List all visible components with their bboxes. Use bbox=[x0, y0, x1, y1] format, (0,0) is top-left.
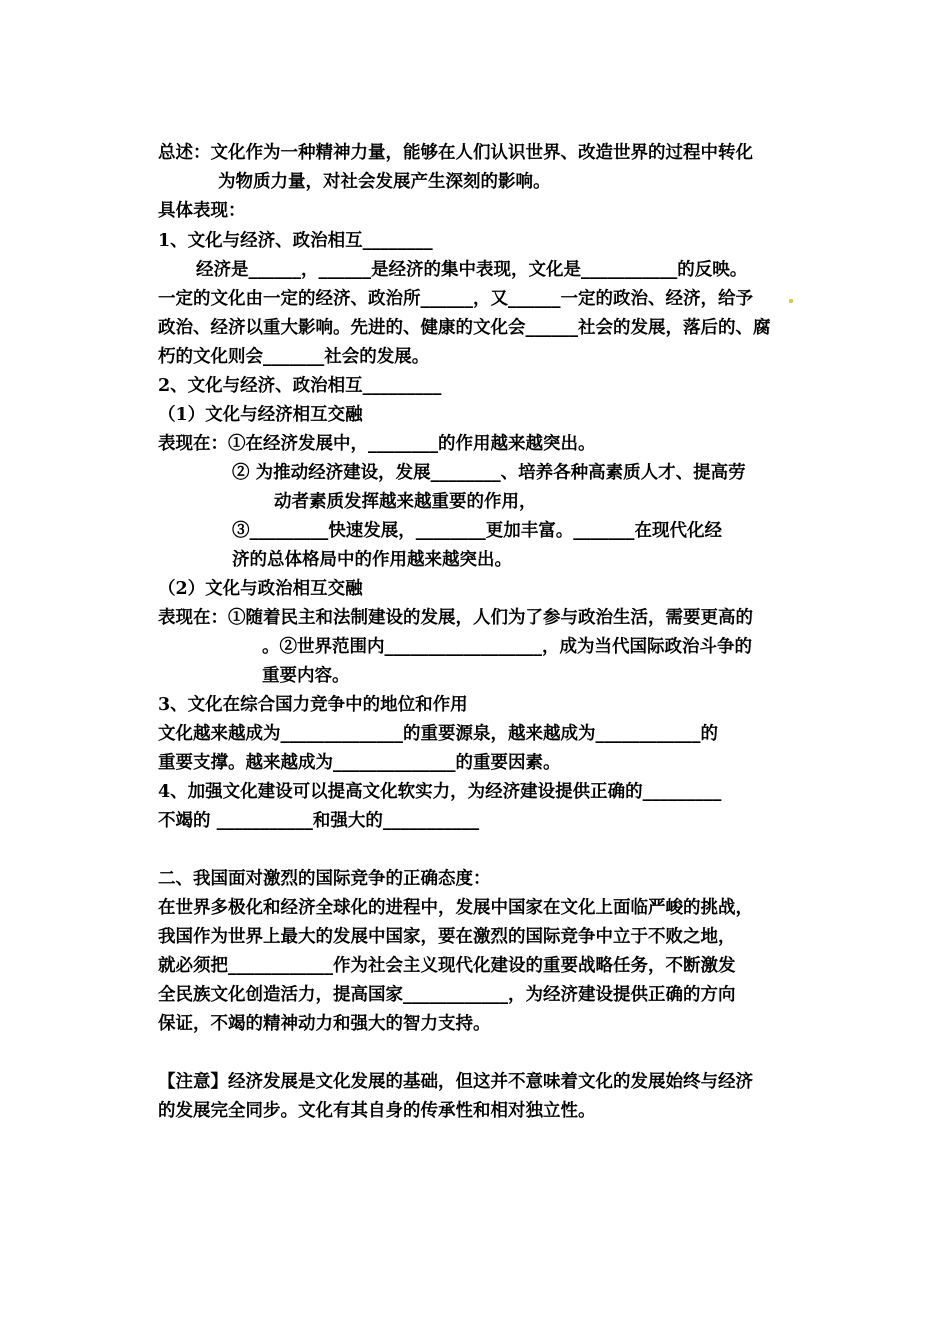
subpoint-1-line-3: 动者素质发挥越来越重要的作用， bbox=[274, 492, 537, 512]
subpoint-2-line-3: 重要内容。 bbox=[262, 666, 350, 686]
point-1-line-1: 经济是______，______是经济的集中表现，文化是___________的反映。 bbox=[196, 260, 748, 280]
section-2-line-2: 我国作为世界上最大的发展中国家，要在激烈的国际竞争中立于不败之地， bbox=[158, 927, 736, 947]
subpoint-1-line-5: 济的总体格局中的作用越来越突出。 bbox=[232, 550, 512, 570]
section-2-heading: 二、我国面对激烈的国际竞争的正确态度： bbox=[158, 869, 491, 889]
subpoint-1-line-4: ③_________快速发展，________更加丰富。_______在现代化经 bbox=[232, 521, 722, 541]
point-1-line-3: 政治、经济以重大影响。先进的、健康的文化会______社会的发展，落后的、腐 bbox=[158, 318, 771, 338]
point-3-line-2: 重要支撑。越来越成为______________的重要因素。 bbox=[158, 753, 561, 773]
subpoint-2-heading: （2）文化与政治相互交融 bbox=[158, 579, 363, 599]
point-2-heading: 2、文化与经济、政治相互_________ bbox=[158, 376, 442, 396]
note-line-2: 的发展完全同步。文化有其自身的传承性和相对独立性。 bbox=[158, 1101, 596, 1121]
section-2-line-3: 就必须把____________作为社会主义现代化建设的重要战略任务，不断激发 bbox=[158, 956, 736, 976]
point-3-line-1: 文化越来越成为______________的重要源泉，越来越成为____________的 bbox=[158, 724, 718, 744]
point-1-line-4: 朽的文化则会_______社会的发展。 bbox=[158, 347, 430, 367]
section-2-line-4: 全民族文化创造活力，提高国家____________，为经济建设提供正确的方向 bbox=[158, 985, 736, 1005]
section-2-line-1: 在世界多极化和经济全球化的进程中，发展中国家在文化上面临严峻的挑战， bbox=[158, 898, 753, 918]
summary-line-2: 为物质力量，对社会发展产生深刻的影响。 bbox=[218, 172, 551, 192]
point-1-line-2: 一定的文化由一定的经济、政治所______，又______一定的政治、经济，给予 bbox=[158, 289, 753, 309]
note-line-1: 【注意】经济发展是文化发展的基础，但这并不意味着文化的发展始终与经济 bbox=[158, 1072, 753, 1092]
point-4-line-2: 不竭的 ___________和强大的___________ bbox=[158, 811, 480, 831]
point-1-heading: 1、文化与经济、政治相互________ bbox=[158, 231, 433, 251]
subpoint-2-line-1: 表现在：①随着民主和法制建设的发展，人们为了参与政治生活，需要更高的 bbox=[158, 608, 753, 628]
specific-heading: 具体表现： bbox=[158, 201, 246, 221]
summary-line-1: 总述：文化作为一种精神力量，能够在人们认识世界、改造世界的过程中转化 bbox=[158, 143, 753, 163]
section-2-line-5: 保证，不竭的精神动力和强大的智力支持。 bbox=[158, 1014, 491, 1034]
subpoint-2-line-2: 。②世界范围内__________________，成为当代国际政治斗争的 bbox=[262, 637, 752, 657]
subpoint-1-line-2: ② 为推动经济建设，发展________、培养各种高素质人才、提高劳 bbox=[232, 463, 746, 483]
point-4-line-1: 4、加强文化建设可以提高文化软实力，为经济建设提供正确的_________ bbox=[158, 782, 722, 802]
subpoint-1-heading: （1）文化与经济相互交融 bbox=[158, 405, 363, 425]
stray-dot-mark bbox=[789, 299, 793, 303]
point-3-heading: 3、文化在综合国力竞争中的地位和作用 bbox=[158, 695, 468, 715]
subpoint-1-line-1: 表现在：①在经济发展中，________的作用越来越突出。 bbox=[158, 434, 596, 454]
